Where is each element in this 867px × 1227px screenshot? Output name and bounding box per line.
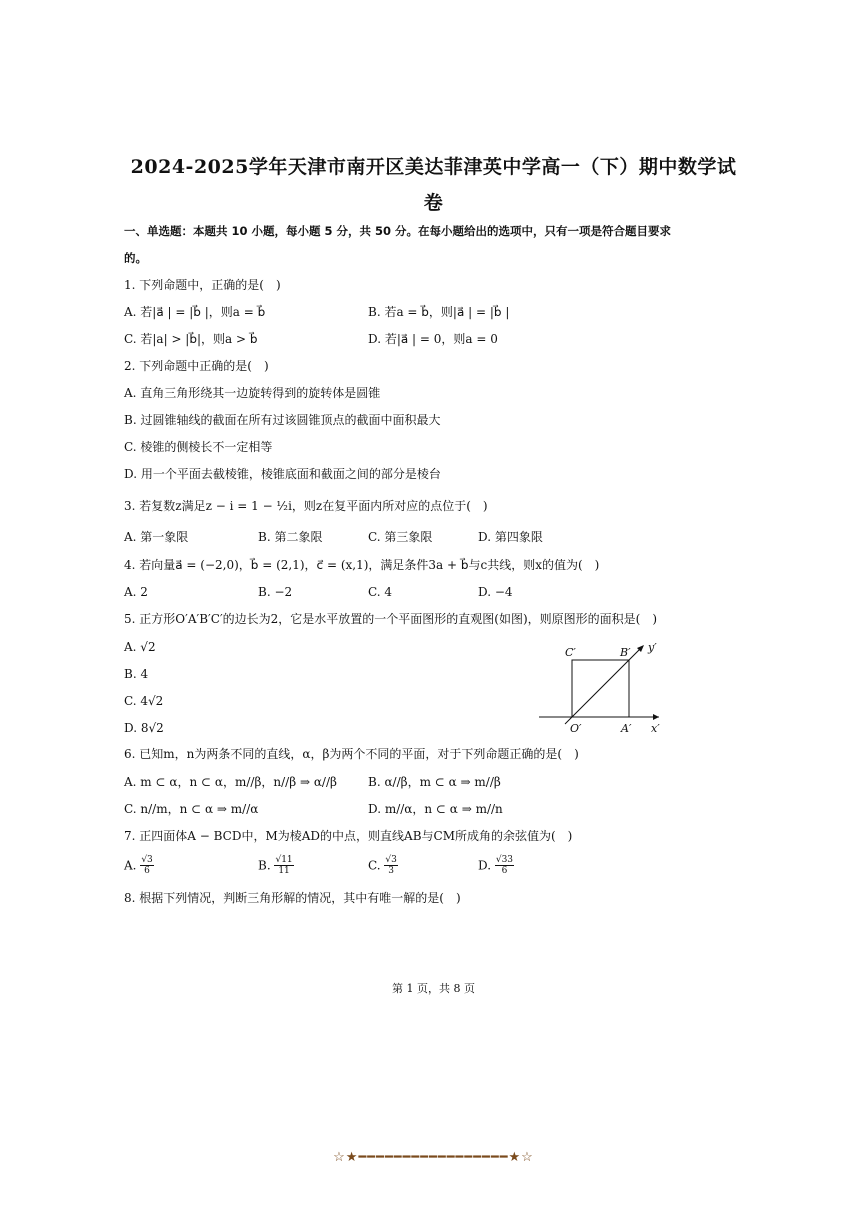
question-3-option-b: B. 第二象限 — [258, 530, 323, 544]
question-5-option-c: C. 4√2 — [124, 694, 164, 708]
section-heading: 一、单选题：本题共 10 小题，每小题 5 分，共 50 分。在每小题给出的选项中，只有一项是符合题目要求 — [124, 224, 672, 238]
label-x-prime: x′ — [651, 722, 660, 735]
page-footer: 第 1 页，共 8 页 — [392, 982, 475, 995]
question-3-stem: 3. 若复数z满足z − i = 1 − ½i，则z在复平面内所对应的点位于( ) — [124, 499, 488, 513]
fraction — [140, 855, 153, 876]
question-5-stem: 5. 正方形O′A′B′C′的边长为2，它是水平放置的一个平面图形的直观图(如图)，则原图形的面积是( ) — [124, 612, 658, 626]
question-3-option-c: C. 第三象限 — [368, 530, 433, 544]
numerator: √3 — [385, 855, 397, 865]
question-8-stem: 8. 根据下列情况，判断三角形解的情况，其中有唯一解的是( ) — [124, 891, 461, 905]
question-4-option-d: D. −4 — [478, 585, 513, 599]
question-2-option-d: D. 用一个平面去截棱锥，棱锥底面和截面之间的部分是棱台 — [124, 467, 441, 481]
question-1-option-c: C. 若|a| > |b⃗|，则a > b⃗ — [124, 332, 258, 346]
numerator: √11 — [275, 855, 293, 865]
fraction — [384, 855, 397, 876]
question-5-option-d: D. 8√2 — [124, 721, 164, 735]
question-2-option-b: B. 过圆锥轴线的截面在所有过该圆锥顶点的截面中面积最大 — [124, 413, 441, 427]
label-b-prime: B′ — [620, 646, 631, 659]
question-4-stem: 4. 若向量a⃗ = (−2,0)，b⃗ = (2,1)，c⃗ = (x,1)，满足条件3a + b⃗与c共线，则x的值为( ) — [124, 558, 600, 572]
question-6-option-d: D. m//α，n ⊂ α ⇒ m//n — [368, 802, 503, 816]
option-letter: B. — [258, 858, 271, 873]
question-5-option-a: A. √2 — [124, 640, 156, 654]
option-letter: A. — [124, 858, 137, 873]
numerator: √3 — [141, 855, 153, 865]
question-7-option-c — [368, 855, 398, 876]
question-6-stem: 6. 已知m，n为两条不同的直线，α，β为两个不同的平面，对于下列命题正确的是( ) — [124, 747, 579, 761]
denominator: 3 — [388, 866, 394, 876]
option-letter: C. — [368, 858, 381, 873]
question-2-option-c: C. 棱锥的侧棱长不一定相等 — [124, 440, 273, 454]
question-6-option-a: A. m ⊂ α，n ⊂ α，m//β，n//β ⇒ α//β — [124, 775, 337, 789]
question-1-stem: 1. 下列命题中，正确的是( ) — [124, 278, 281, 292]
label-y-prime: y′ — [648, 641, 657, 654]
question-6-option-b: B. α//β，m ⊂ α ⇒ m//β — [368, 775, 501, 789]
label-a-prime: A′ — [621, 722, 632, 735]
denominator: 6 — [144, 866, 150, 876]
question-1-option-a: A. 若|a⃗ | = |b⃗ |，则a = b⃗ — [124, 305, 266, 319]
question-2-stem: 2. 下列命题中正确的是( ) — [124, 359, 269, 373]
question-7-stem: 7. 正四面体A − BCD中，M为棱AD的中点，则直线AB与CM所成角的余弦值为( ) — [124, 829, 573, 843]
question-1-option-b: B. 若a = b⃗，则|a⃗ | = |b⃗ | — [368, 305, 510, 319]
numerator: √33 — [495, 855, 514, 865]
question-5-figure — [535, 640, 670, 740]
decorative-divider: ☆★━━━━━━━━━━━━━━━━━★☆ — [333, 1150, 534, 1165]
question-4-option-b: B. −2 — [258, 585, 293, 599]
question-3-option-a: A. 第一象限 — [124, 530, 189, 544]
question-6-option-c: C. n//m，n ⊂ α ⇒ m//α — [124, 802, 259, 816]
fraction — [274, 855, 293, 876]
question-2-option-a: A. 直角三角形绕其一边旋转得到的旋转体是圆锥 — [124, 386, 381, 400]
question-4-option-c: C. 4 — [368, 585, 393, 599]
denominator: 6 — [501, 866, 508, 876]
question-5-option-b: B. 4 — [124, 667, 149, 681]
question-4-option-a: A. 2 — [124, 585, 148, 599]
question-1-option-d: D. 若|a⃗ | = 0，则a = 0 — [368, 332, 498, 346]
question-7-option-a — [124, 855, 154, 876]
option-letter: D. — [478, 858, 492, 873]
x-axis-arrow — [653, 714, 659, 720]
exam-title-line-2: 卷 — [423, 192, 444, 214]
question-7-option-d — [478, 855, 514, 876]
question-7-option-b — [258, 855, 294, 876]
y-axis-line — [565, 646, 643, 724]
section-heading-cont: 的。 — [124, 251, 147, 265]
question-3-option-d: D. 第四象限 — [478, 530, 543, 544]
fraction — [495, 855, 514, 876]
label-c-prime: C′ — [565, 646, 576, 659]
label-o-prime: O′ — [570, 722, 582, 735]
denominator: 11 — [278, 866, 290, 876]
exam-title-line-1: 2024-2025学年天津市南开区美达菲津英中学高一（下）期中数学试 — [130, 156, 737, 178]
